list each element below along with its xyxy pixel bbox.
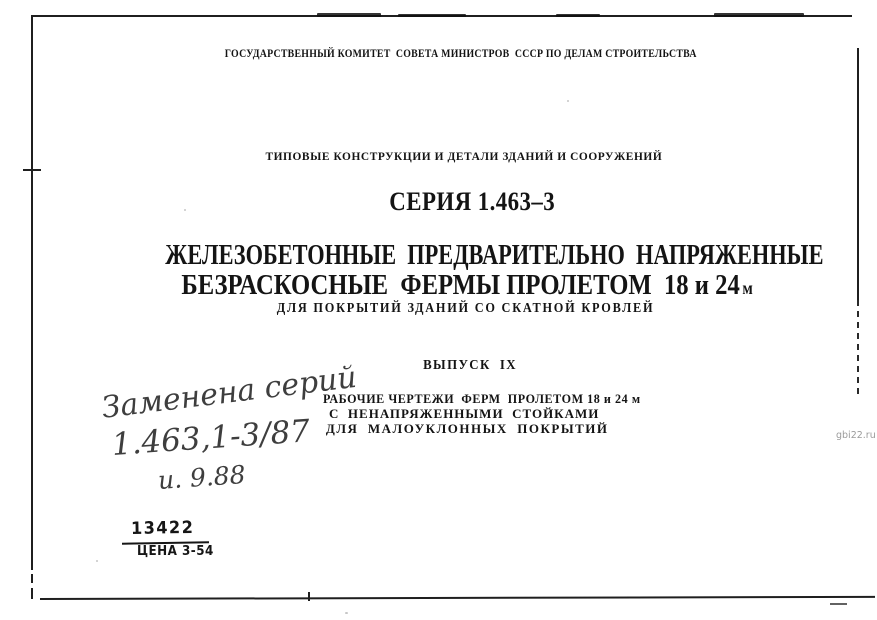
scan-artifact	[556, 14, 600, 17]
main-title-unit: м	[742, 278, 753, 298]
handwritten-note-line2: 1.463,1-3/87	[110, 413, 312, 463]
scan-artifact	[30, 570, 34, 574]
scan-artifact	[317, 13, 381, 17]
scan-speck	[96, 560, 98, 562]
frame-bottom-border	[40, 596, 875, 600]
stamp-price: ЦЕНА 3-54	[137, 544, 214, 559]
issue-label-text: ВЫПУСК IX	[423, 358, 518, 373]
scan-artifact	[308, 592, 310, 601]
subtitle-text: ДЛЯ ПОКРЫТИЙ ЗДАНИЙ СО СКАТНОЙ КРОВЛЕЙ	[276, 301, 655, 316]
scan-speck	[567, 100, 569, 102]
description-line3-text: ДЛЯ МАЛОУКЛОННЫХ ПОКРЫТИЙ	[325, 421, 609, 436]
scan-artifact	[398, 14, 466, 17]
series-label-text: ТИПОВЫЕ КОНСТРУКЦИИ И ДЕТАЛИ ЗДАНИЙ И СООРУЖЕНИЙ	[265, 149, 663, 163]
handwritten-note-line1: Заменена серий	[99, 359, 359, 426]
header-organization	[31, 35, 858, 71]
series-number-text: СЕРИЯ 1.463–3	[389, 187, 556, 216]
handwritten-note-line3: и. 9.88	[156, 459, 247, 495]
description-line1-text: РАБОЧИЕ ЧЕРТЕЖИ ФЕРМ ПРОЛЕТОМ 18 и 24 м	[323, 391, 642, 406]
header-organization-text: ГОСУДАРСТВЕННЫЙ КОМИТЕТ СОВЕТА МИНИСТРОВ СССР ПО ДЕЛАМ СТРОИТЕЛЬСТВА	[225, 46, 698, 60]
scan-artifact	[830, 603, 847, 605]
scan-artifact	[30, 583, 34, 588]
stamp-number: 13422	[130, 517, 195, 539]
main-title-line1-text: ЖЕЛЕЗОБЕТОННЫЕ ПРЕДВАРИТЕЛЬНО НАПРЯЖЕННЫЕ	[165, 239, 824, 271]
watermark: gbi22.ru	[836, 430, 876, 441]
description-line2-text: С НЕНАПРЯЖЕННЫМИ СТОЙКАМИ	[329, 406, 600, 421]
main-title-line2-text: БЕЗРАСКОСНЫЕ ФЕРМЫ ПРОЛЕТОМ 18 и 24	[181, 269, 740, 301]
subtitle	[31, 288, 858, 330]
scan-artifact	[714, 13, 804, 17]
scan-speck	[345, 612, 348, 614]
